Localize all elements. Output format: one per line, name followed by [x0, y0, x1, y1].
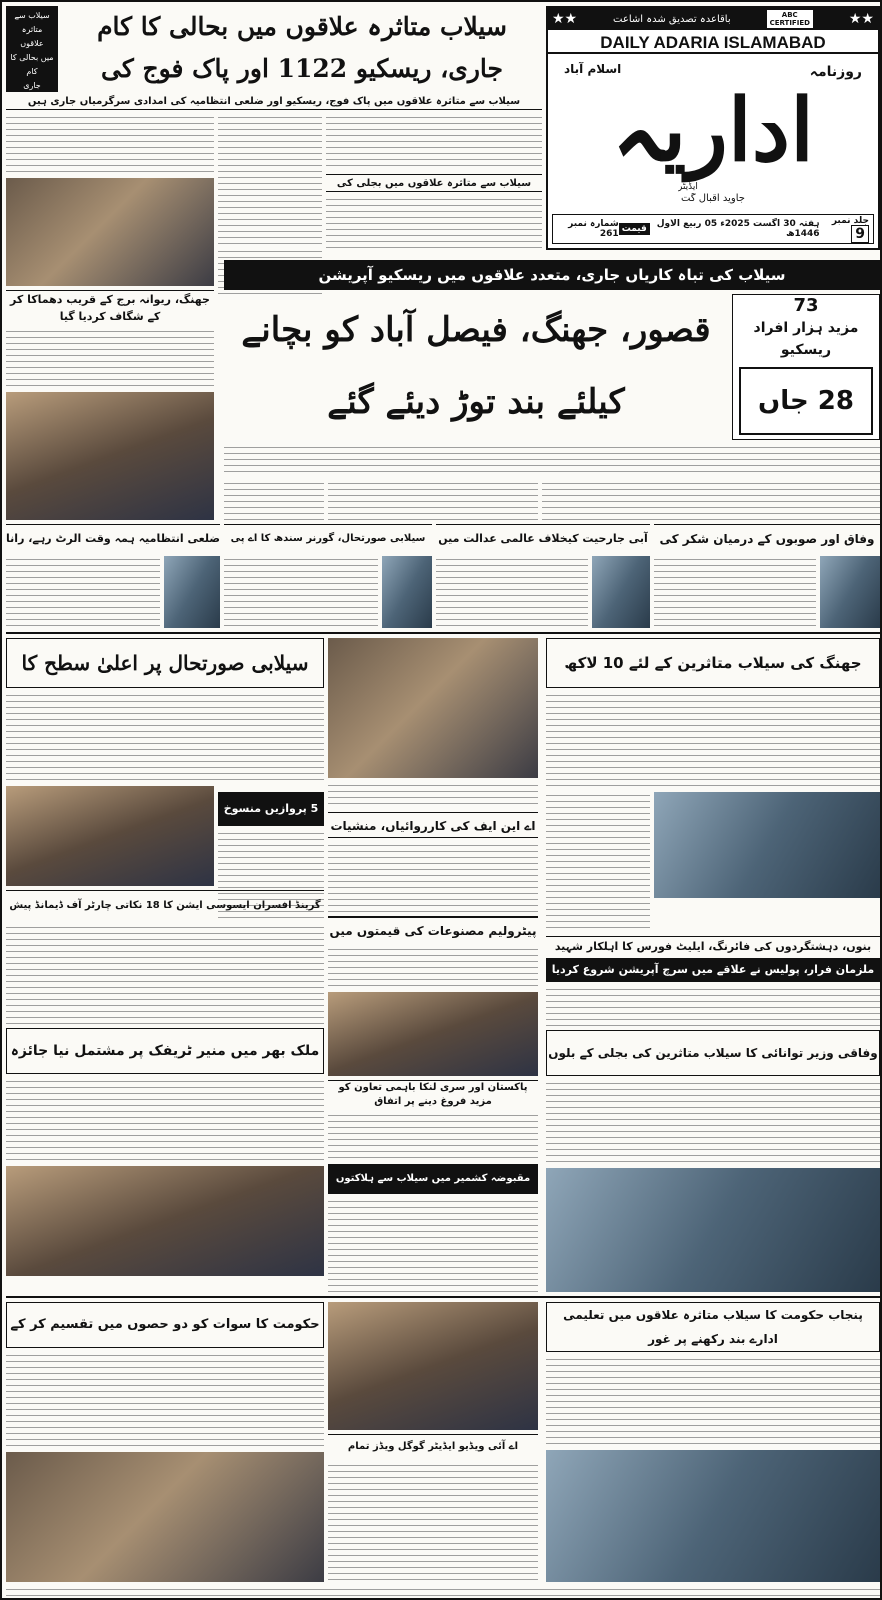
story-kashmir: مقبوضہ کشمیر میں سیلاب سے ہلاکتوں: [328, 1164, 538, 1194]
date-line: ہفتہ 30 اگست 2025ء 05 ربیع الاول 1446ھ: [656, 219, 820, 239]
story-hafiz-naeem: آبی جارحیت کیخلاف عالمی عدالت میں: [436, 524, 650, 552]
story-jhang-breach: جھنگ، ریوانہ برج کے قریب دھماکا کر کے شگاف کردیا گیا: [6, 290, 214, 324]
photo-flood-rescue: [328, 638, 538, 778]
photo-delegation: [6, 1452, 324, 1582]
story-punjab-schools: پنجاب حکومت کا سیلاب متاثرہ علاقوں میں تعلیمی ادارے بند رکھنے پر غور: [546, 1302, 880, 1352]
portrait: [820, 556, 880, 628]
mid-banner: سیلاب کی تباہ کاریاں جاری، متعدد علاقوں میں ریسکیو آپریشن: [224, 260, 880, 290]
masthead: [546, 6, 880, 250]
photo-meeting-2: [6, 786, 214, 886]
star-icon: ★★: [552, 11, 578, 27]
certified-bar: [548, 8, 878, 30]
story-high-level-meeting: سیلابی صورتحال پر اعلیٰ سطح کا: [6, 638, 324, 688]
story-google-vids: اے آئی ویڈیو ایڈیٹر گوگل ویڈز تمام: [328, 1434, 538, 1458]
volume: جلد نمبر 9: [831, 216, 869, 242]
text-block: [6, 924, 324, 1024]
text-block: [328, 1462, 538, 1582]
lead-box: [732, 294, 880, 440]
lead-headline: قصور، جھنگ، فیصل آباد کو بچانے کیلئے بند توڑ دیئے گئے: [241, 310, 711, 422]
photo-sikh-delegation: [6, 392, 214, 520]
text-block: [546, 792, 650, 932]
photo-boat-rescue: [546, 1168, 880, 1292]
logo-text: اداریہ: [612, 80, 814, 181]
story-anf: اے این ایف کی کارروائیاں، منشیات: [328, 812, 538, 838]
logo-block: [558, 58, 868, 208]
issue: شمارہ نمبر 261: [568, 219, 619, 239]
text-block: [328, 480, 538, 520]
text-block: [328, 782, 538, 808]
date-bar: [552, 214, 874, 244]
story-energy-relief: وفاقی وزیر توانائی کا سیلاب متاثرین کی بجلی کے بلوں: [546, 1030, 880, 1076]
top-left-badge: سیلاب سے متاثرہ علاقوں میں بحالی کا کام جاری: [6, 6, 58, 92]
text-block: [436, 556, 588, 628]
divider: [6, 632, 880, 634]
center-column-head: سیلاب سے متاثرہ علاقوں میں بجلی کی: [326, 174, 542, 192]
story-grand-officers: گرینڈ افسران ایسوسی ایشن کا 18 نکاتی چارٹر آف ڈیمانڈ پیش: [6, 890, 324, 920]
story-search-operation: ملزمان فرار، پولیس نے علاقے میں سرچ آپریشن شروع کردیا: [546, 958, 880, 982]
story-swat-district: حکومت کا سوات کو دو حصوں میں تقسیم کر کے: [6, 1302, 324, 1348]
editor-name: جاوید اقبال گت: [681, 193, 745, 204]
editor-label: ایڈیٹر: [678, 182, 698, 192]
text-block: [6, 692, 324, 782]
lead-box-number: 73: [793, 295, 819, 316]
text-block: [6, 1352, 324, 1448]
lead-box-line: مزید ہزار افراد ریسکیو: [753, 320, 859, 358]
text-block: [328, 1198, 538, 1292]
footer-text: [6, 1586, 880, 1598]
story-traffic: ملک بھر میں منیر ٹریفک پر مشتمل نیا جائزہ: [6, 1028, 324, 1074]
story-rana-tanveer: ضلعی انتظامیہ ہمہ وقت الرٹ رہے، رانا: [6, 524, 220, 552]
photo-meeting: [6, 178, 214, 286]
story-governor-sindh: سیلابی صورتحال، گورنر سندھ کا اے پی: [224, 524, 432, 552]
story-petroleum: پیٹرولیم مصنوعات کی قیمتوں میں: [328, 916, 538, 942]
photo-group: [328, 992, 538, 1076]
story-sri-lanka: پاکستان اور سری لنکا باہمی تعاون کو مزید فروغ دینے پر اتفاق: [328, 1080, 538, 1108]
text-block: [542, 480, 880, 520]
text-block: [326, 196, 542, 248]
text-block: [224, 556, 378, 628]
text-block: [6, 328, 214, 388]
star-icon: ★★: [848, 11, 874, 27]
text-block: [546, 1356, 880, 1446]
text-block: [546, 692, 880, 788]
top-subline: سیلاب سے متاثرہ علاقوں میں پاک فوج، ریسکیو اور ضلعی انتظامیہ کی امدادی سرگرمیاں جاری ہیں: [6, 94, 542, 110]
text-block: [328, 842, 538, 912]
divider: [6, 1296, 880, 1298]
city-name: اسلام آباد: [564, 62, 622, 76]
roznama: روزنامہ: [809, 64, 862, 80]
photo-officials: [546, 1450, 880, 1582]
top-headline: سیلاب متاثرہ علاقوں میں بحالی کا کام جاری، ریسکیو 1122 اور پاک فوج کی: [97, 12, 507, 83]
lead-box-bottom: 28 جاں: [739, 367, 873, 435]
text-block: [6, 556, 160, 628]
text-block: [546, 1080, 880, 1164]
text-block: [328, 1112, 538, 1160]
text-block: [6, 114, 214, 174]
text-block: [218, 114, 322, 244]
story-flights: 5 پروازیں منسوخ: [218, 792, 324, 826]
text-block: [326, 114, 542, 170]
portrait: [164, 556, 220, 628]
abc-badge: ABC CERTIFIED: [767, 10, 813, 28]
text-block: [6, 1078, 324, 1162]
story-masaddiq-malik: وفاق اور صوبوں کے درمیان شکر کی: [654, 524, 880, 552]
text-block: [224, 444, 880, 476]
text-block: [654, 556, 816, 628]
story-jhang-relief: جھنگ کی سیلاب متاثرین کے لئے 10 لاکھ: [546, 638, 880, 688]
certified-top: باقاعدہ تصدیق شدہ اشاعت: [613, 13, 731, 25]
portrait: [592, 556, 650, 628]
photo-press-conference: [654, 792, 880, 898]
story-bannu: بنوں، دہشتگردوں کی فائرنگ، ایلیٹ فورس کا اہلکار شہید: [546, 936, 880, 956]
portrait: [382, 556, 432, 628]
photo-sikh-yatrees: [328, 1302, 538, 1430]
text-block: [546, 986, 880, 1026]
price-label: قیمت: [619, 223, 650, 235]
english-name: DAILY ADARIA ISLAMABAD: [548, 32, 878, 54]
photo-cabinet-meeting: [6, 1166, 324, 1276]
text-block: [224, 480, 324, 520]
text-block: [328, 946, 538, 988]
